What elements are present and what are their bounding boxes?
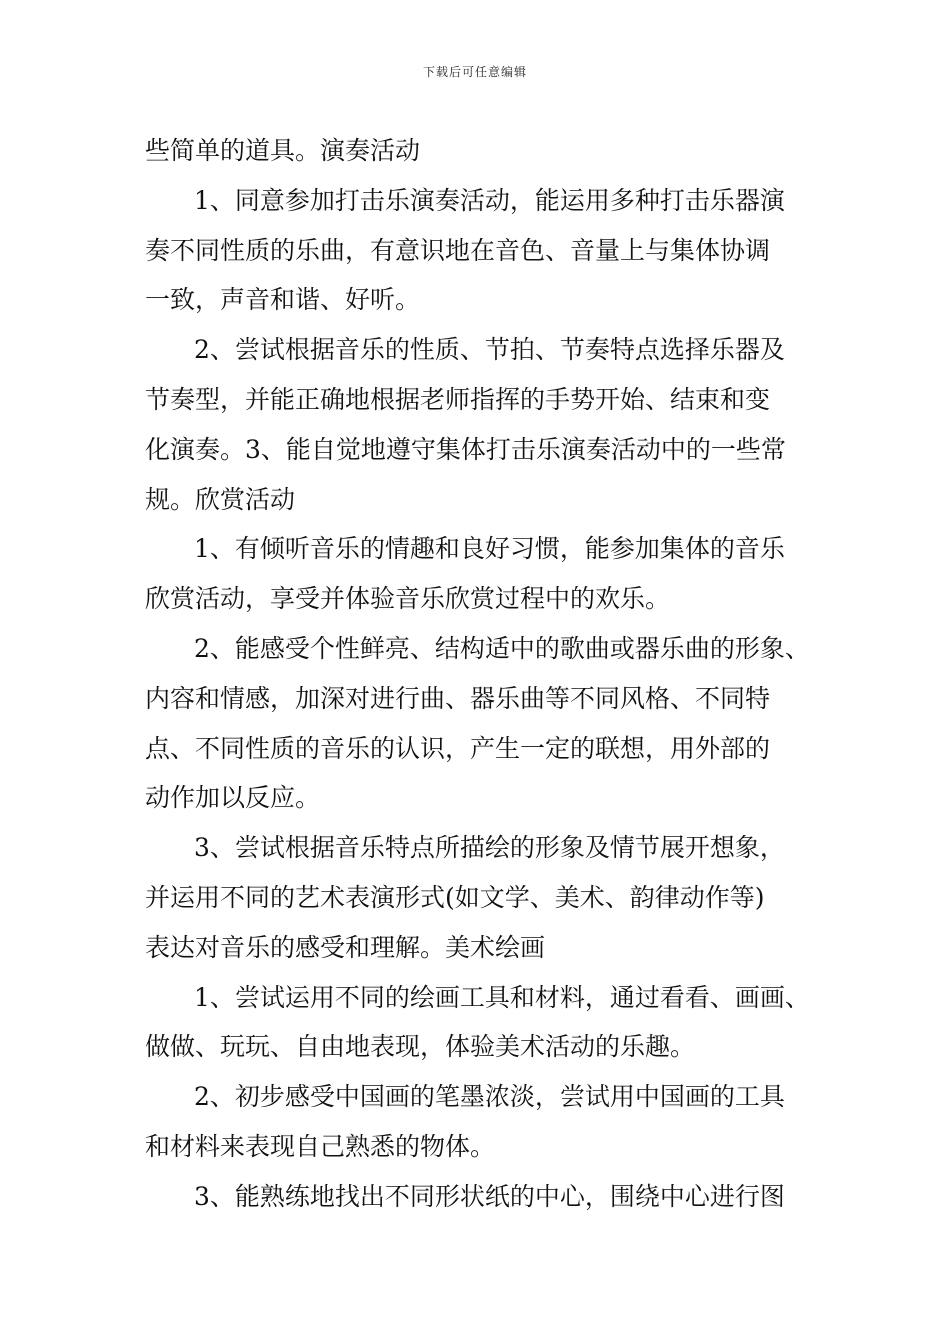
text-line: 内容和情感，加深对进行曲、器乐曲等不同风格、不同特 <box>145 683 771 713</box>
text-line: 3、能熟练地找出不同形状纸的中心，围绕中心进行图 <box>194 1181 785 1211</box>
text-line: 奏不同性质的乐曲，有意识地在音色、音量上与集体协调 <box>145 235 771 265</box>
document-body <box>145 126 835 1222</box>
text-line: 和材料来表现自己熟悉的物体。 <box>145 1131 496 1161</box>
text-line: 化演奏。3、能自觉地遵守集体打击乐演奏活动中的一些常 <box>145 434 786 464</box>
text-line: 点、不同性质的音乐的认识，产生一定的联想，用外部的 <box>145 733 771 763</box>
text-line: 做做、玩玩、自由地表现，体验美术活动的乐趣。 <box>145 1032 696 1062</box>
text-line: 1、尝试运用不同的绘画工具和材料，通过看看、画画、 <box>194 982 810 1012</box>
text-line: 欣赏活动，享受并体验音乐欣赏过程中的欢乐。 <box>145 584 671 614</box>
text-line: 2、能感受个性鲜亮、结构适中的歌曲或器乐曲的形象、 <box>194 633 810 663</box>
text-line: 些简单的道具。演奏活动 <box>145 136 421 165</box>
text-line: 并运用不同的艺术表演形式(如文学、美术、韵律动作等) <box>145 882 765 912</box>
text-line: 一致，声音和谐、好听。 <box>145 285 421 315</box>
text-line: 3、尝试根据音乐特点所描绘的形象及情节展开想象， <box>194 833 785 863</box>
text-line: 2、初步感受中国画的笔墨浓淡，尝试用中国画的工具 <box>194 1082 785 1112</box>
text-line: 节奏型，并能正确地根据老师指挥的手势开始、结束和变 <box>145 384 771 414</box>
text-line: 1、同意参加打击乐演奏活动，能运用多种打击乐器演 <box>194 185 785 215</box>
text-line: 2、尝试根据音乐的性质、节拍、节奏特点选择乐器及 <box>194 335 785 365</box>
text-line: 规。欣赏活动 <box>145 484 296 514</box>
text-line: 动作加以反应。 <box>145 783 321 813</box>
text-line: 1、有倾听音乐的情趣和良好习惯，能参加集体的音乐 <box>194 534 785 564</box>
text-line: 表达对音乐的感受和理解。美术绘画 <box>145 932 546 962</box>
page-header: 下载后可任意编辑 <box>422 65 527 79</box>
